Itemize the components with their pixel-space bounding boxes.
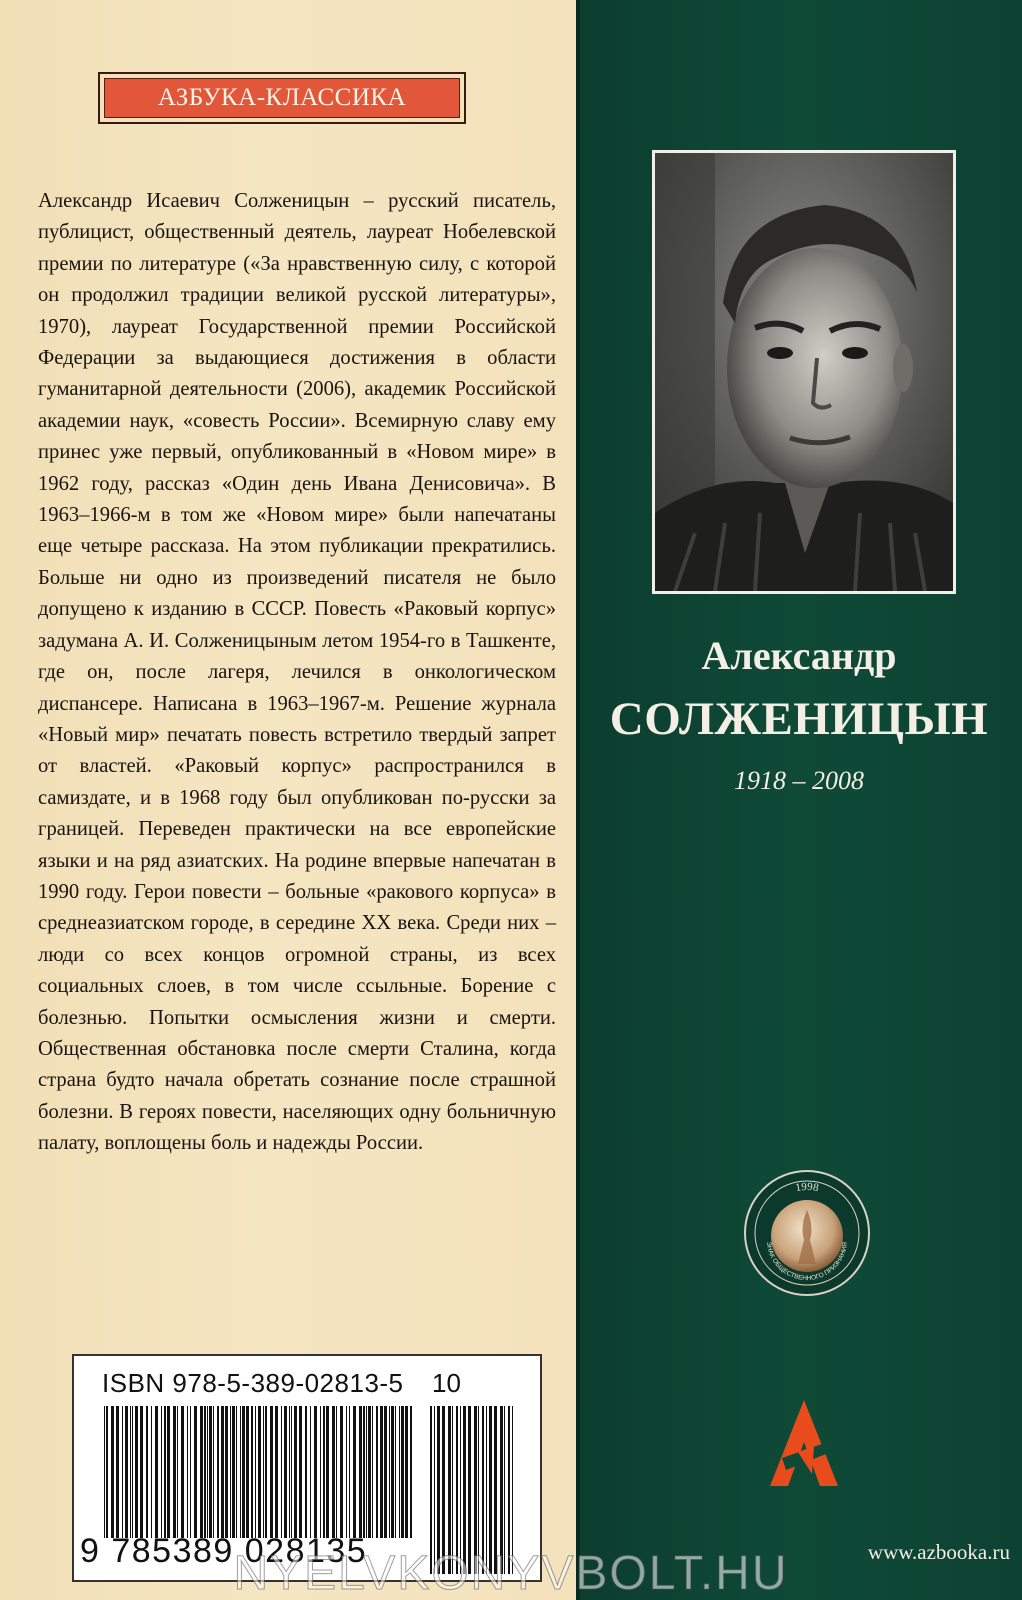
- medal-year: 1998: [794, 1180, 820, 1195]
- barcode-bar: [221, 1406, 224, 1538]
- barcode-bar: [190, 1406, 191, 1538]
- barcode-bar: [399, 1406, 400, 1538]
- barcode-bar: [111, 1406, 114, 1538]
- barcode-bar: [270, 1406, 273, 1538]
- barcode-bar: [125, 1406, 128, 1538]
- medal-icon: [742, 1168, 872, 1298]
- barcode-bar: [326, 1406, 329, 1538]
- barcode-bar: [187, 1406, 188, 1538]
- isbn-number: ISBN 978-5-389-02813-5: [102, 1368, 404, 1398]
- barcode-bar: [401, 1406, 404, 1538]
- barcode-bar: [246, 1406, 249, 1538]
- isbn-addon-number: 10: [432, 1368, 461, 1398]
- publisher-website: www.azbooka.ru: [867, 1540, 1010, 1564]
- book-description: Александр Исаевич Солженицын – русский писатель, публицист, общественный деятель, лауреат Нобелевской премии по литературе («За нравственную силу, с которой он продолжил традиции великой русской литературы», 1970), лауреат Государственной премии Российской Федерации за выдающиеся достижения в области гуманитарной деятельности (2006), академик Российской академии наук, «совесть России». Всемирную славу ему принес уже первый, опубликованный в «Новом мире» в 1962 году, рассказ «Один день Ивана Денисовича». В 1963–1966-м в том же «Новом мире» были напечатаны еще четыре рассказа. На этом публикации прекратились. Больше ни одно из произведений писателя не было допущено к изданию в СССР. Повесть «Раковый корпус» задумана А. И. Солженицыным летом 1954-го в Ташкенте, где он, после лагеря, лечился в онкологическом диспансере. Написана в 1963–1967-м. Решение журнала «Новый мир» печатать повесть встретило твердый запрет от властей. «Раковый корпус» распространился в самиздате, и в 1968 году был опубликован по-русски за границей. Переведен практически на все европейские языки и на ряд азиатских. На родине впервые напечатан в 1990 году. Герои повести – больные «ракового корпуса» в среднеазиатском городе, в середине XX века. Среди них – люди со всех концов огромной страны, из всех социальных слоев, в том числе ссыльные. Борение с болезнью. Попытки осмысления жизни и смерти. Общественная обстановка после смерти Сталина, когда страна будто начала обретать сознание после страшной болезни. В героях повести, населяющих одну больничную палату, воплощены боль и надежды России.: [38, 190, 556, 1155]
- barcode-bar: [340, 1406, 343, 1538]
- medal-caption: ЗНАК ОБЩЕСТВЕННОГО ПРИЗНАНИЯ: [765, 1241, 849, 1283]
- barcode-bar: [405, 1406, 408, 1538]
- barcode-bar: [194, 1406, 197, 1538]
- barcode-bar: [217, 1406, 219, 1538]
- barcode-bar: [363, 1406, 365, 1538]
- barcode-bar: [255, 1406, 256, 1538]
- barcode-bar: [207, 1406, 208, 1538]
- barcode-bar: [294, 1406, 297, 1538]
- store-watermark: NYELVKONYVBOLT.HU: [233, 1547, 789, 1600]
- barcode-bar: [116, 1406, 119, 1538]
- barcode-bar: [299, 1406, 302, 1538]
- barcode-bar: [323, 1406, 325, 1538]
- barcode-bar: [353, 1406, 356, 1538]
- barcode-bar: [251, 1406, 253, 1538]
- barcode-bar: [389, 1406, 390, 1538]
- barcode-bar: [146, 1406, 148, 1538]
- barcode-bar: [232, 1406, 235, 1538]
- barcode-bar: [349, 1406, 350, 1538]
- barcode-bar: [275, 1406, 278, 1538]
- barcode-bar: [161, 1406, 162, 1538]
- barcode-bar: [209, 1406, 212, 1538]
- barcode-bar: [376, 1406, 378, 1538]
- barcode-bar: [368, 1406, 371, 1538]
- barcode-bar: [395, 1406, 396, 1538]
- barcode-bar: [258, 1406, 261, 1538]
- author-portrait: [652, 150, 956, 594]
- author-first-name: Александр: [701, 633, 897, 678]
- barcode-bar: [372, 1406, 373, 1538]
- publisher-logo-icon: [768, 1398, 840, 1490]
- ean-digits: 9 785389 028135: [80, 1532, 368, 1570]
- barcode-bar: [106, 1406, 108, 1538]
- barcode-bar: [281, 1406, 282, 1538]
- barcode-bar: [391, 1406, 394, 1538]
- barcode-bar: [359, 1406, 362, 1538]
- barcode-bar: [204, 1406, 206, 1538]
- barcode-bar: [167, 1406, 170, 1538]
- barcode-bar: [263, 1406, 264, 1538]
- barcode-bar: [164, 1406, 166, 1538]
- series-title: АЗБУКА-КЛАССИКА: [104, 78, 460, 118]
- barcode-bar: [130, 1406, 131, 1538]
- barcode-bar: [410, 1406, 412, 1538]
- barcode-bar: [332, 1406, 335, 1538]
- barcode-bar: [380, 1406, 383, 1538]
- barcode-bar: [200, 1406, 203, 1538]
- barcode-bar: [225, 1406, 228, 1538]
- barcode-bar: [291, 1406, 292, 1538]
- barcode-bar: [240, 1406, 241, 1538]
- barcode-bar: [173, 1406, 176, 1538]
- author-last-name: СОЛЖЕНИЦЫН: [609, 693, 989, 745]
- barcode-bar: [265, 1406, 267, 1538]
- ean-barcode: [104, 1406, 416, 1538]
- barcode-bar: [305, 1406, 307, 1538]
- barcode-bar: [177, 1406, 178, 1538]
- portrait-photo: [655, 153, 953, 591]
- barcode-bar: [181, 1406, 184, 1538]
- barcode-bar: [336, 1406, 337, 1538]
- barcode-bar: [384, 1406, 387, 1538]
- barcode-bar: [310, 1406, 311, 1538]
- barcode-bar: [236, 1406, 237, 1538]
- barcode-bar: [314, 1406, 317, 1538]
- barcode-bar: [289, 1406, 290, 1538]
- series-label: [98, 72, 466, 124]
- author-years: 1918 – 2008: [734, 766, 864, 795]
- barcode-bar: [230, 1406, 231, 1538]
- barcode-bar: [155, 1406, 158, 1538]
- barcode-bar: [366, 1406, 367, 1538]
- barcode-bar: [346, 1406, 347, 1538]
- barcode-bar: [284, 1406, 287, 1538]
- barcode-bar: [320, 1406, 321, 1538]
- barcode-bar: [242, 1406, 245, 1538]
- barcode-bar: [132, 1406, 133, 1538]
- barcode-bar: [104, 1406, 105, 1538]
- barcode-bar: [122, 1406, 123, 1538]
- panel-divider: [576, 0, 580, 1600]
- barcode-bar: [140, 1406, 143, 1538]
- barcode-bar: [151, 1406, 152, 1538]
- barcode-bar: [135, 1406, 138, 1538]
- barcode-bar: [213, 1406, 214, 1538]
